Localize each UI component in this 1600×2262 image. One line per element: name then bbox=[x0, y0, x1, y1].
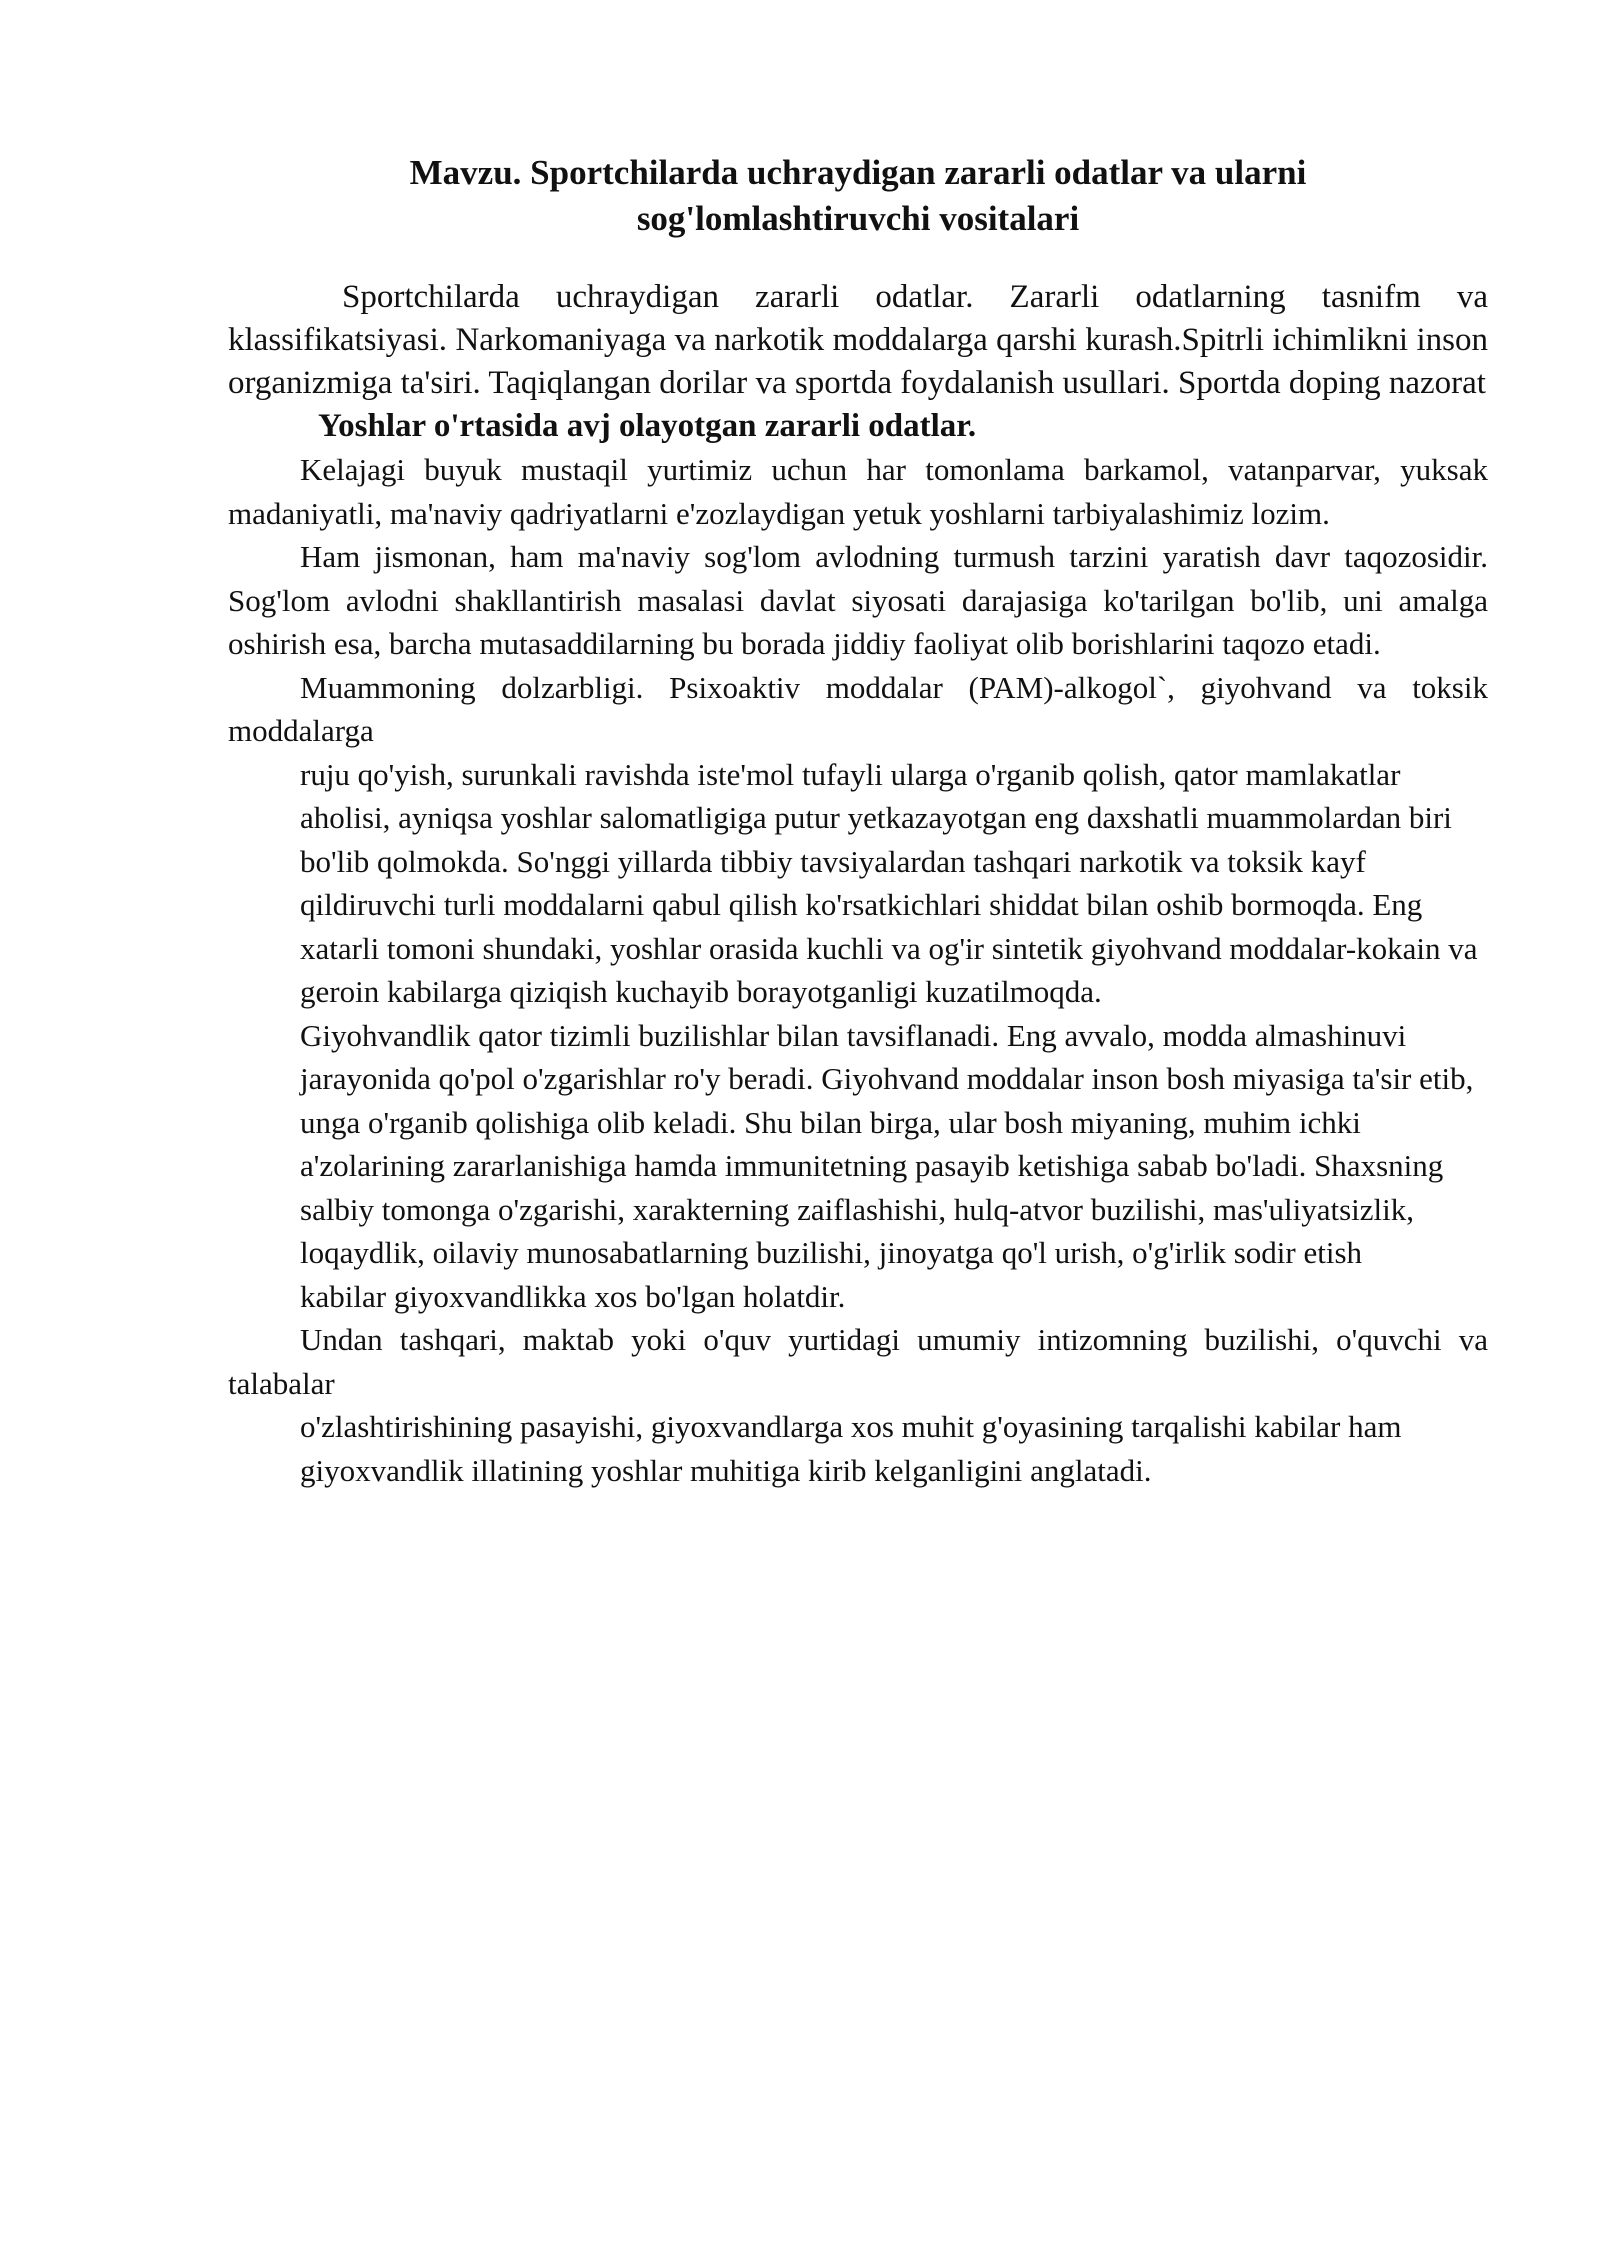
text-line: a'zolarining zararlanishiga hamda immunitetning pasayib ketishiga sabab bo'ladi. Shaxsning bbox=[300, 1148, 1444, 1183]
text-line: qildiruvchi turli moddalarni qabul qilish ko'rsatkichlari shiddat bilan oshib bormoqda. Eng bbox=[300, 887, 1423, 922]
text-line: unga o'rganib qolishiga olib keladi. Shu bilan birga, ular bosh miyaning, muhim ichki bbox=[300, 1104, 1361, 1140]
body-text bbox=[228, 448, 1488, 1492]
paragraph-3 bbox=[228, 666, 1488, 1014]
document-title bbox=[228, 150, 1488, 242]
text-line: aholisi, ayniqsa yoshlar salomatligiga putur yetkazayotgan eng daxshatli muammolardan biri bbox=[300, 800, 1452, 835]
text-line: jarayonida qo'pol o'zgarishlar ro'y beradi. Giyohvand moddalar inson bosh miyasiga ta'sir etib, bbox=[300, 1061, 1474, 1096]
text-line: giyoxvandlik illatining yoshlar muhitiga kirib kelganligini anglatadi. bbox=[300, 1452, 1152, 1488]
section-heading: Yoshlar o'rtasida avj olayotgan zararli odatlar. bbox=[318, 408, 977, 444]
text-line: geroin kabilarga qiziqish kuchayib borayotganligi kuzatilmoqda. bbox=[300, 974, 1102, 1009]
title-line-1: Mavzu. Sportchilarda uchraydigan zararli odatlar va ularni bbox=[409, 153, 1307, 192]
paragraph-5 bbox=[228, 1318, 1488, 1492]
text-line: kabilar giyoxvandlikka xos bo'lgan holatdir. bbox=[300, 1278, 846, 1314]
text-line: bo'lib qolmokda. So'nggi yillarda tibbiy tavsiyalardan tashqari narkotik va toksik kayf bbox=[300, 843, 1366, 879]
text-line: o'zlashtirishining pasayishi, giyoxvandlarga xos muhit g'oyasining tarqalishi kabilar ham bbox=[300, 1409, 1402, 1444]
title-line-2: sog'lomlashtiruvchi vositalari bbox=[636, 199, 1080, 238]
text-line: Muammoning dolzarbligi. Psixoaktiv moddalar (PAM)-alkogol`, giyohvand va toksik moddalarga bbox=[228, 669, 1488, 748]
text-line: salbiy tomonga o'zgarishi, xarakterning zaiflashishi, hulq-atvor buzilishi, mas'uliyatsizlik, bbox=[300, 1191, 1415, 1227]
text-line: ruju qo'yish, surunkali ravishda iste'mol tufayli ularga o'rganib qolish, qator mamlakatlar bbox=[300, 756, 1401, 792]
paragraph-4 bbox=[228, 1014, 1488, 1319]
intro-paragraph: Sportchilarda uchraydigan zararli odatlar. Zararli odatlarning tasnifm va klassifikatsiyasi. Narkomaniyaga va narkotik moddalarga qarshi kurash.Spitrli ichimlikni inson organizmiga ta'siri. Taqiqlangan dorilar va sportda foydalanish usullari. Sportda doping nazorat bbox=[228, 279, 1488, 401]
text-line: Giyohvandlik qator tizimli buzilishlar bilan tavsiflanadi. Eng avvalo, modda almashinuvi bbox=[300, 1017, 1407, 1053]
text-line: loqaydlik, oilaviy munosabatlarning buzilishi, jinoyatga qo'l urish, o'g'irlik sodir etish bbox=[300, 1235, 1363, 1270]
document-page bbox=[228, 150, 1488, 1492]
paragraph-2: Ham jismonan, ham ma'naviy sog'lom avlodning turmush tarzini yaratish davr taqozosidir. Sog'lom avlodni shakllantirish masalasi davlat siyosati darajasiga ko'tarilgan bo'lib, uni amalga oshirish esa, barcha mutasaddilarning bu borada jiddiy faoliyat olib borishlarini taqozo etadi. bbox=[228, 539, 1488, 661]
text-line: xatarli tomoni shundaki, yoshlar orasida kuchli va og'ir sintetik giyohvand moddalar-kokain va bbox=[300, 930, 1478, 966]
paragraph-1: Kelajagi buyuk mustaqil yurtimiz uchun har tomonlama barkamol, vatanparvar, yuksak madaniyatli, ma'naviy qadriyatlarni e'zozlaydigan yetuk yoshlarni tarbiyalashimiz lozim. bbox=[228, 452, 1488, 531]
text-line: Undan tashqari, maktab yoki o'quv yurtidagi umumiy intizomning buzilishi, o'quvchi va talabalar bbox=[228, 1322, 1488, 1401]
